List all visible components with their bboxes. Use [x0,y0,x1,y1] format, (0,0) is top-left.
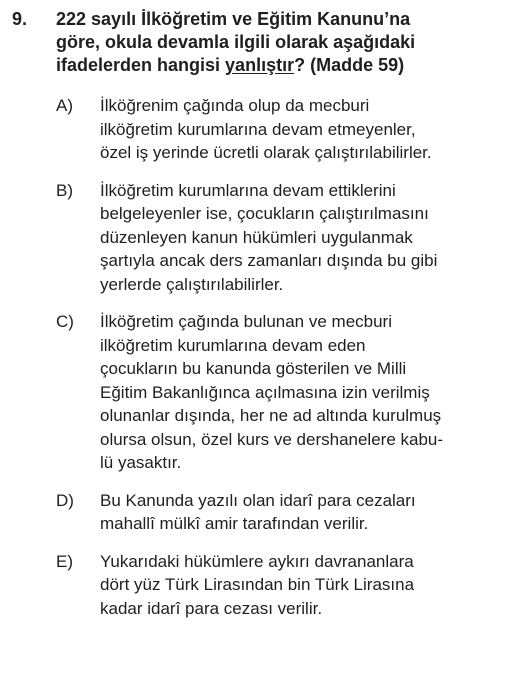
option-letter: A) [56,96,73,115]
question-stem [56,8,506,77]
option-line: Bu Kanunda yazılı olan idarî para cezaları [100,490,416,510]
option-text [100,489,512,536]
stem-prefix: ifadelerden hangisi [56,55,226,75]
option-line: dört yüz Türk Lirasından bin Türk Lirasına [100,575,415,594]
option-letter: C) [56,312,74,331]
option-line: düzenleyen kanun hükümleri uygulanmak [100,227,413,247]
option-line: olursa olsun, özel kurs ve dershanelere kabu- [100,429,444,449]
option-line: Eğitim Bakanlığınca açılmasına izin verilmiş [100,382,430,402]
question-number: 9. [12,9,28,29]
option-d[interactable] [56,489,512,536]
answer-options [56,94,512,634]
option-e[interactable] [56,550,512,621]
option-line: Yukarıdaki hükümlere aykırı davrananlara [100,551,414,571]
option-text [100,94,512,165]
question-stem-line: 222 sayılı İlköğretim ve Eğitim Kanunu’na [56,9,411,29]
option-line: İlköğretim kurumlarına devam ettiklerini [100,180,396,200]
option-line: özel iş yerinde ücretli olarak çalıştırılabilirler. [100,143,432,162]
option-b[interactable] [56,179,512,297]
option-line: lü yasaktır. [100,453,182,472]
option-line: İlköğrenim çağında olup da mecburi [100,96,370,115]
option-letter: D) [56,490,74,510]
option-line: olunanlar dışında, her ne ad altında kurulmuş [100,406,442,425]
option-line: ilköğretim kurumlarına devam etmeyenler, [100,119,416,139]
stem-suffix: ? (Madde 59) [294,55,405,75]
option-line: İlköğretim çağında bulunan ve mecburi [100,312,392,331]
option-c[interactable] [56,310,512,475]
option-text [100,550,512,621]
question-stem-line-last [56,54,506,77]
option-line: yerlerde çalıştırılabilirler. [100,274,284,294]
option-text [100,310,512,475]
option-letter: E) [56,551,73,571]
option-text [100,179,512,297]
option-line: belgeleyenler ise, çocukların çalıştırılmasını [100,204,429,223]
option-a[interactable] [56,94,512,165]
option-line: mahallî mülkî amir tarafından verilir. [100,514,369,533]
option-line: şartıyla ancak ders zamanları dışında bu gibi [100,251,438,270]
option-letter: B) [56,180,73,200]
option-line: kadar idarî para cezası verilir. [100,598,323,618]
stem-underlined-word: yanlıştır [225,55,295,75]
option-line: çocukların bu kanunda gösterilen ve Milli [100,359,407,378]
question-stem-line: göre, okula devamla ilgili olarak aşağıdaki [56,32,416,52]
option-line: ilköğretim kurumlarına devam eden [100,335,366,355]
